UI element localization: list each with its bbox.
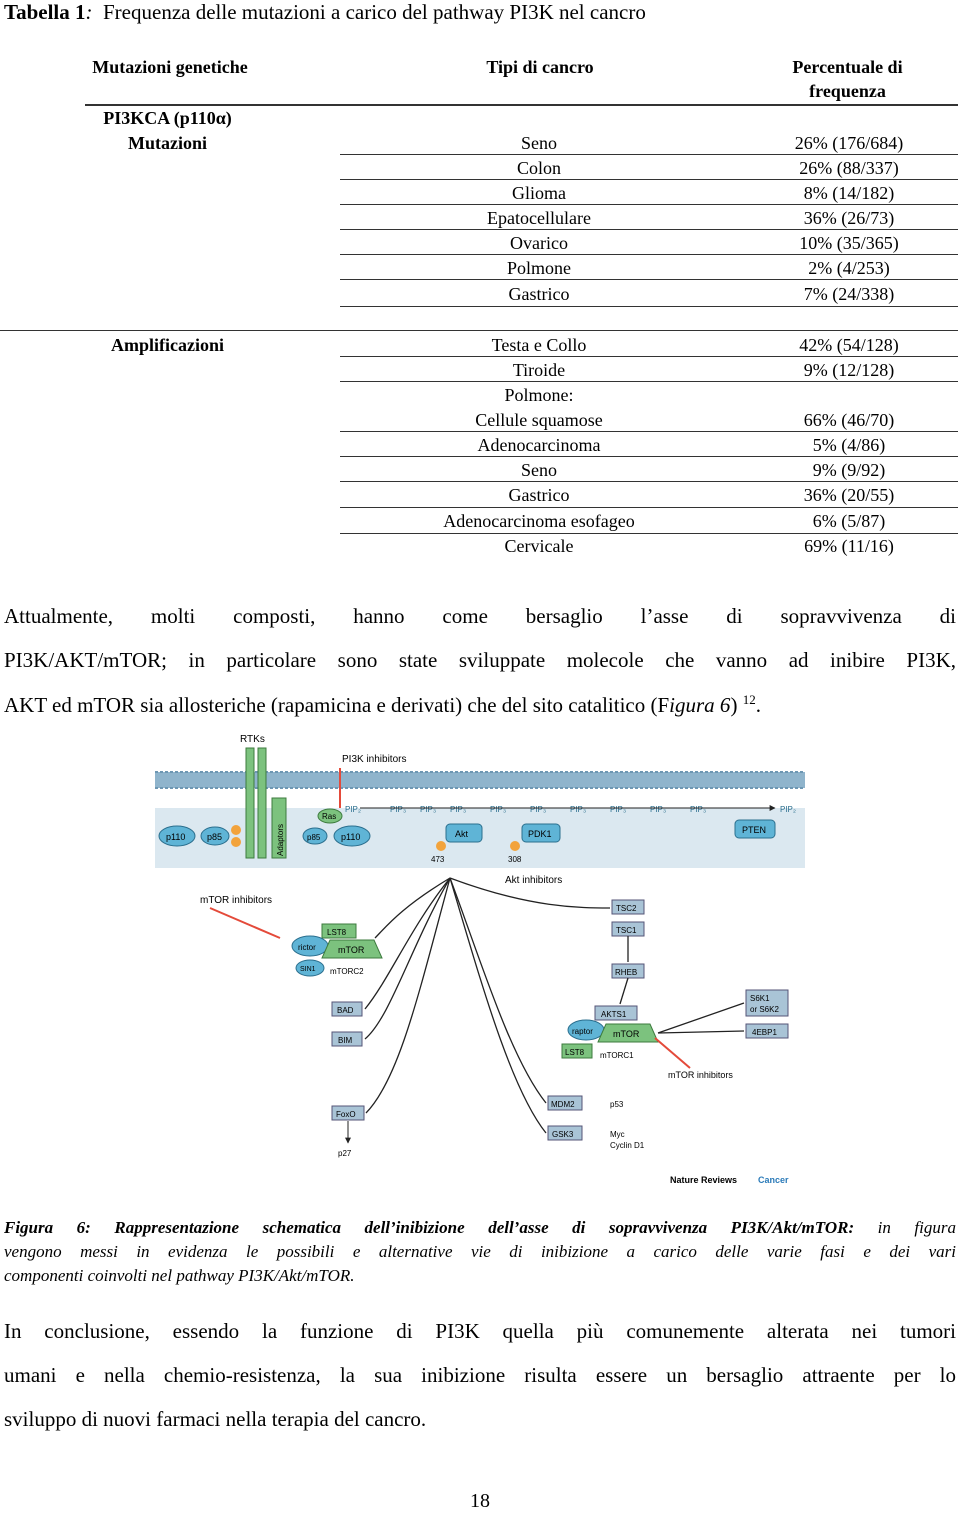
table-cell-type: Polmone: [504,385,574,405]
header-mutazioni: Mutazioni genetiche [92,57,248,77]
svg-text:Ras: Ras [322,812,337,821]
table-cell-type: Ovarico [510,233,568,253]
svg-text:GSK3: GSK3 [552,1130,574,1139]
p27-label: p27 [338,1149,352,1158]
figure-reference: igura 6 [669,693,731,717]
page-number: 18 [470,1490,490,1512]
row-rule [340,179,958,180]
svg-text:p110: p110 [166,832,186,842]
mtor-inhibitors-label: mTOR inhibitors [668,1070,733,1080]
header-percentuale-1: Percentuale di [792,57,903,77]
phospho-icon [436,841,446,851]
table-caption-label: Tabella 1 [4,0,86,24]
source-label: Nature Reviews [670,1175,738,1185]
header-tipi: Tipi di cancro [486,57,594,77]
table-cell-pct: 36% (26/73) [803,208,895,228]
svg-text:TSC2: TSC2 [616,904,637,913]
svg-text:PTEN: PTEN [742,825,767,835]
paragraph-1-line-1: Attualmente, molti composti, hanno come bersaglio l’asse di sopravvivenza di [4,604,956,628]
group-rule [0,330,958,331]
table-cell-type: Gastrico [508,485,570,505]
paragraph-2-line-1: In conclusione, essendo la funzione di PI3K quella più comunemente alterata nei tumori [4,1319,956,1343]
paragraph-1-line-2: PI3K/AKT/mTOR; in particolare sono state sviluppate molecole che vanno ad inibire PI3K, [4,648,956,672]
paragraph-2-line-2: umani e nella chemio-resistenza, la sua inibizione risulta essere un bersaglio attraente per lo [4,1363,956,1387]
table-cell-type: Gastrico [508,284,570,304]
svg-text:p110: p110 [341,832,361,842]
cyclin-label: Cyclin D1 [610,1141,645,1150]
table-cell-type: Testa e Collo [491,335,587,355]
table-cell-pct: 6% (5/87) [812,511,886,531]
svg-text:4EBP1: 4EBP1 [752,1028,777,1037]
akt-signaling-arrows [365,878,744,1133]
svg-text:rictor: rictor [298,943,316,952]
rtk-receptor [258,748,266,858]
svg-text:Akt: Akt [455,829,469,839]
svg-text:SIN1: SIN1 [300,966,316,973]
group-label-amplificazioni: Amplificazioni [111,335,224,355]
row-rule [340,254,958,255]
table-cell-pct: 5% (4/86) [812,435,886,455]
row-rule [340,381,958,382]
table-caption: Tabella 1: Frequenza delle mutazioni a carico del pathway PI3K nel cancro [4,0,646,24]
table-cell-pct: 7% (24/338) [803,284,895,304]
svg-text:PIP₃: PIP₃ [650,805,667,814]
svg-text:TSC1: TSC1 [616,926,637,935]
table-cell-pct: 8% (14/182) [803,183,895,203]
table-cell-pct: 9% (12/128) [803,360,895,380]
row-rule [340,154,958,155]
svg-text:RHEB: RHEB [615,968,638,977]
svg-text:PIP₃: PIP₃ [420,805,437,814]
myc-label: Myc [610,1130,625,1139]
svg-text:Adaptors: Adaptors [276,823,285,856]
svg-text:MDM2: MDM2 [551,1100,575,1109]
svg-text:mTOR: mTOR [338,945,365,955]
svg-text:mTOR: mTOR [613,1029,640,1039]
svg-text:S6K1: S6K1 [750,994,770,1003]
rtk-receptor [246,748,254,858]
row-rule [340,229,958,230]
group-label-mutazioni: Mutazioni [128,133,207,153]
gene-label: PI3KCA (p110α) [103,108,232,128]
svg-text:BAD: BAD [337,1006,354,1015]
table-caption-text: Frequenza delle mutazioni a carico del pathway PI3K nel cancro [103,0,646,24]
table-cell-type: Seno [521,133,557,153]
svg-text:AKTS1: AKTS1 [601,1010,627,1019]
pathway-figure [150,728,810,1188]
row-rule [340,431,958,432]
svg-text:BIM: BIM [338,1036,353,1045]
header-rule [85,104,958,106]
rtks-label: RTKs [240,734,265,745]
table-cell-type: Glioma [512,183,566,203]
table-cell-pct: 10% (35/365) [799,233,899,253]
table-cell-pct: 9% (9/92) [812,460,886,480]
paragraph-1-line-3: AKT ed mTOR sia allosteriche (rapamicina e derivati) che del sito catalitico (Figura 6) $^{12}$. [4,692,761,717]
table-cell-type: Cellule squamose [475,410,603,430]
row-rule [340,356,958,357]
source-journal: Cancer [758,1175,789,1185]
table-cell-pct: 66% (46/70) [803,410,895,430]
row-rule [340,456,958,457]
svg-text:PIP₃: PIP₃ [450,805,467,814]
table-cell-pct: 42% (54/128) [799,335,899,355]
row-rule [340,533,958,534]
svg-text:or S6K2: or S6K2 [750,1005,779,1014]
site-308: 308 [508,855,522,864]
row-rule [340,204,958,205]
svg-text:PIP₃: PIP₃ [570,805,587,814]
svg-text:PIP₂: PIP₂ [780,805,796,814]
phospho-icon [231,825,241,835]
svg-text:PIP₂: PIP₂ [345,805,361,814]
mtorc2-label: mTORC2 [330,967,364,976]
figure-caption-line-1: Figura 6: Rappresentazione schematica dell’inibizione dell’asse di sopravvivenza PI3K/Akt/mTOR: in figura [4,1218,956,1237]
inhibitor-line [210,908,280,938]
svg-text:PDK1: PDK1 [528,829,552,839]
phospho-icon [231,837,241,847]
akt-inhibitors-label: Akt inhibitors [505,875,563,886]
table-cell-pct: 69% (11/16) [804,536,894,556]
svg-text:raptor: raptor [572,1027,593,1036]
svg-text:PIP₃: PIP₃ [390,805,407,814]
table-cell-pct: 2% (4/253) [808,258,890,278]
svg-text:PIP₃: PIP₃ [610,805,627,814]
pi3k-inhibitors-label: PI3K inhibitors [342,754,407,765]
svg-text:PIP₃: PIP₃ [530,805,547,814]
svg-text:LST8: LST8 [565,1048,585,1057]
inhibitor-line [655,1038,690,1068]
mtorc1-label: mTORC1 [600,1051,634,1060]
table-cell-pct: 36% (20/55) [803,485,895,505]
svg-text:p85: p85 [207,832,223,842]
site-473: 473 [431,855,445,864]
row-rule [340,481,958,482]
table-cell-type: Colon [516,158,561,178]
citation: 12 [742,692,756,707]
svg-text:LST8: LST8 [327,928,347,937]
figure-caption-line-3: componenti coinvolti nel pathway PI3K/Akt/mTOR. [4,1266,355,1285]
table-cell-type: Seno [521,460,557,480]
table-cell-type: Cervicale [504,536,574,556]
paragraph-2-line-3: sviluppo di nuovi farmaci nella terapia del cancro. [4,1407,427,1431]
row-rule [340,507,958,508]
phospho-icon [510,841,520,851]
table-cell-type: Polmone [506,258,571,278]
mtor-inhibitors-label: mTOR inhibitors [200,895,273,906]
table-cell-type: Tiroide [512,360,566,380]
table-cell-type: Epatocellulare [487,208,591,228]
table-cell-pct: 26% (176/684) [794,133,904,153]
svg-text:FoxO: FoxO [336,1110,356,1119]
p53-label: p53 [610,1100,624,1109]
table-cell-type: Adenocarcinoma esofageo [443,511,635,531]
svg-text:PIP₃: PIP₃ [690,805,707,814]
figure-caption-line-2: vengono messi in evidenza le possibili e alternative vie di inibizione a carico delle varie fasi e dei vari [4,1242,956,1261]
table-cell-type: Adenocarcinoma [477,435,601,455]
header-percentuale-2: frequenza [809,81,886,101]
row-rule [340,306,958,307]
table-cell-pct: 26% (88/337) [799,158,899,178]
svg-text:PIP₃: PIP₃ [490,805,507,814]
svg-text:p85: p85 [307,833,321,842]
row-rule [340,279,958,280]
